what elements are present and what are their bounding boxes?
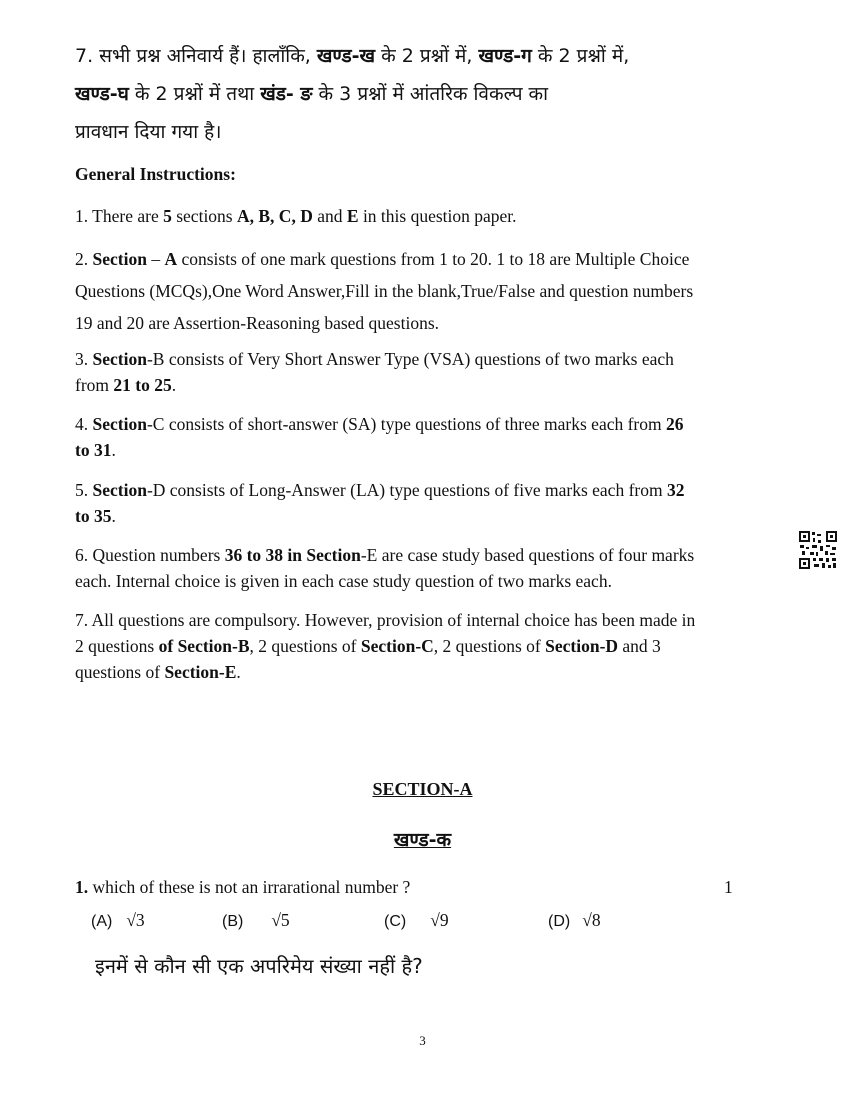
hindi-note-line2 [75,80,775,106]
text: from [75,375,114,395]
text: 2. [75,249,93,269]
option-label: (B) [222,913,244,930]
bold-text: 5 [163,206,172,226]
text: 4. [75,414,93,434]
bold-text: -D [599,636,619,656]
instruction-6 [75,542,775,594]
bold-text: -C [415,636,434,656]
text: questions of [75,662,165,682]
hindi-note-line3: प्रावधान दिया गया है। [75,121,222,143]
section-a-title-hindi: खण्ड-क [393,829,452,851]
option-c [384,910,449,931]
text: 2 questions [75,636,159,656]
text: के 2 प्रश्नों में, [531,45,630,67]
bold-text: 26 [666,414,684,434]
text: 5. [75,480,93,500]
bold-text: 21 to 25 [113,375,172,395]
qr-code-icon [798,530,838,570]
option-label: (C) [384,913,407,930]
text: . [111,506,116,526]
text: -D consists of Long-Answer (LA) type questions of five marks each from [146,480,667,500]
text: . [111,440,116,460]
question-text: which of these is not an irrarational number ? [88,877,411,897]
instruction-2-line3: 19 and 20 are Assertion-Reasoning based questions. [75,313,440,333]
instruction-6-line2: each. Internal choice is given in each case study question of two marks each. [75,571,612,591]
bold-text: to 35 [75,506,112,526]
text: के 3 प्रश्नों में आंतरिक विकल्प का [312,83,549,105]
instruction-5 [75,477,775,529]
question-1-hindi: इनमें से कौन सी एक अपरिमेय संख्या नहीं है? [95,954,423,978]
bold-text: Section [360,636,416,656]
bold-text: -B [232,636,250,656]
general-instructions-heading: General Instructions: [75,164,236,184]
bold-text: Section [545,636,600,656]
option-label: (D) [548,913,571,930]
bold-text: -E [218,662,237,682]
option-value: √8 [582,910,601,930]
text: -C consists of short-answer (SA) type questions of three marks each from [146,414,666,434]
text: . [236,662,241,682]
text: . [171,375,177,395]
text: sections [171,206,237,226]
text: 7. सभी प्रश्न अनिवार्य हैं। हालाँकि, [75,45,317,67]
page-number: 3 [419,1033,426,1048]
option-b [222,910,290,931]
bold-text: A [164,249,178,269]
option-value: √3 [126,910,145,930]
bold-text: खण्ड-घ [75,83,129,105]
text: , 2 questions of [249,636,361,656]
question-1-marks: 1 [724,877,733,897]
instruction-2 [75,243,775,339]
bold-text: खंड- ङ [260,83,313,105]
instruction-4 [75,411,775,463]
text: -B consists of Very Short Answer Type (VSA) questions of two marks each [146,349,674,369]
bold-text: to 31 [75,440,112,460]
question-1-text [75,874,410,900]
bold-text: खण्ड-ख [316,45,376,67]
text: -E are case study based questions of four marks [360,545,695,565]
instruction-7-line1: 7. All questions are compulsory. However, provision of internal choice has been made in [75,610,696,630]
text: in this question paper. [358,206,517,226]
text: के 2 प्रश्नों में तथा [128,83,261,105]
bold-text: खण्ड-ग [478,45,532,67]
question-number: 1. [75,877,89,897]
bold-text: Section [164,662,219,682]
bold-text: A, B, C, D [237,206,313,226]
instruction-1 [75,203,775,229]
option-label: (A) [91,913,113,930]
text: 1. There are [75,206,164,226]
bold-text: Section [92,249,147,269]
text: के 2 प्रश्नों में, [375,45,479,67]
text: 3. [75,349,93,369]
bold-text: 32 [666,480,685,500]
instruction-7 [75,607,775,685]
instruction-3 [75,346,775,398]
option-a [91,910,145,931]
text: and 3 [618,636,661,656]
section-a-title: SECTION-A [372,779,473,799]
bold-text: Section [92,349,147,369]
bold-text: E [346,206,359,226]
option-value: √5 [271,910,290,930]
bold-text: Section [92,414,147,434]
instruction-2-line2: Questions (MCQs),One Word Answer,Fill in the blank,True/False and question numbers [75,281,694,301]
text: 6. Question numbers [75,545,225,565]
bold-text: Section [92,480,147,500]
text: , 2 questions of [433,636,546,656]
option-value: √9 [430,910,449,930]
text: and [312,206,347,226]
text: – [146,249,165,269]
text: consists of one mark questions from 1 to 20. 1 to 18 are Multiple Choice [177,249,690,269]
hindi-note-line1 [75,42,775,68]
bold-text: 36 to 38 in Section [224,545,361,565]
option-d [548,910,601,931]
bold-text: of Section [158,636,233,656]
